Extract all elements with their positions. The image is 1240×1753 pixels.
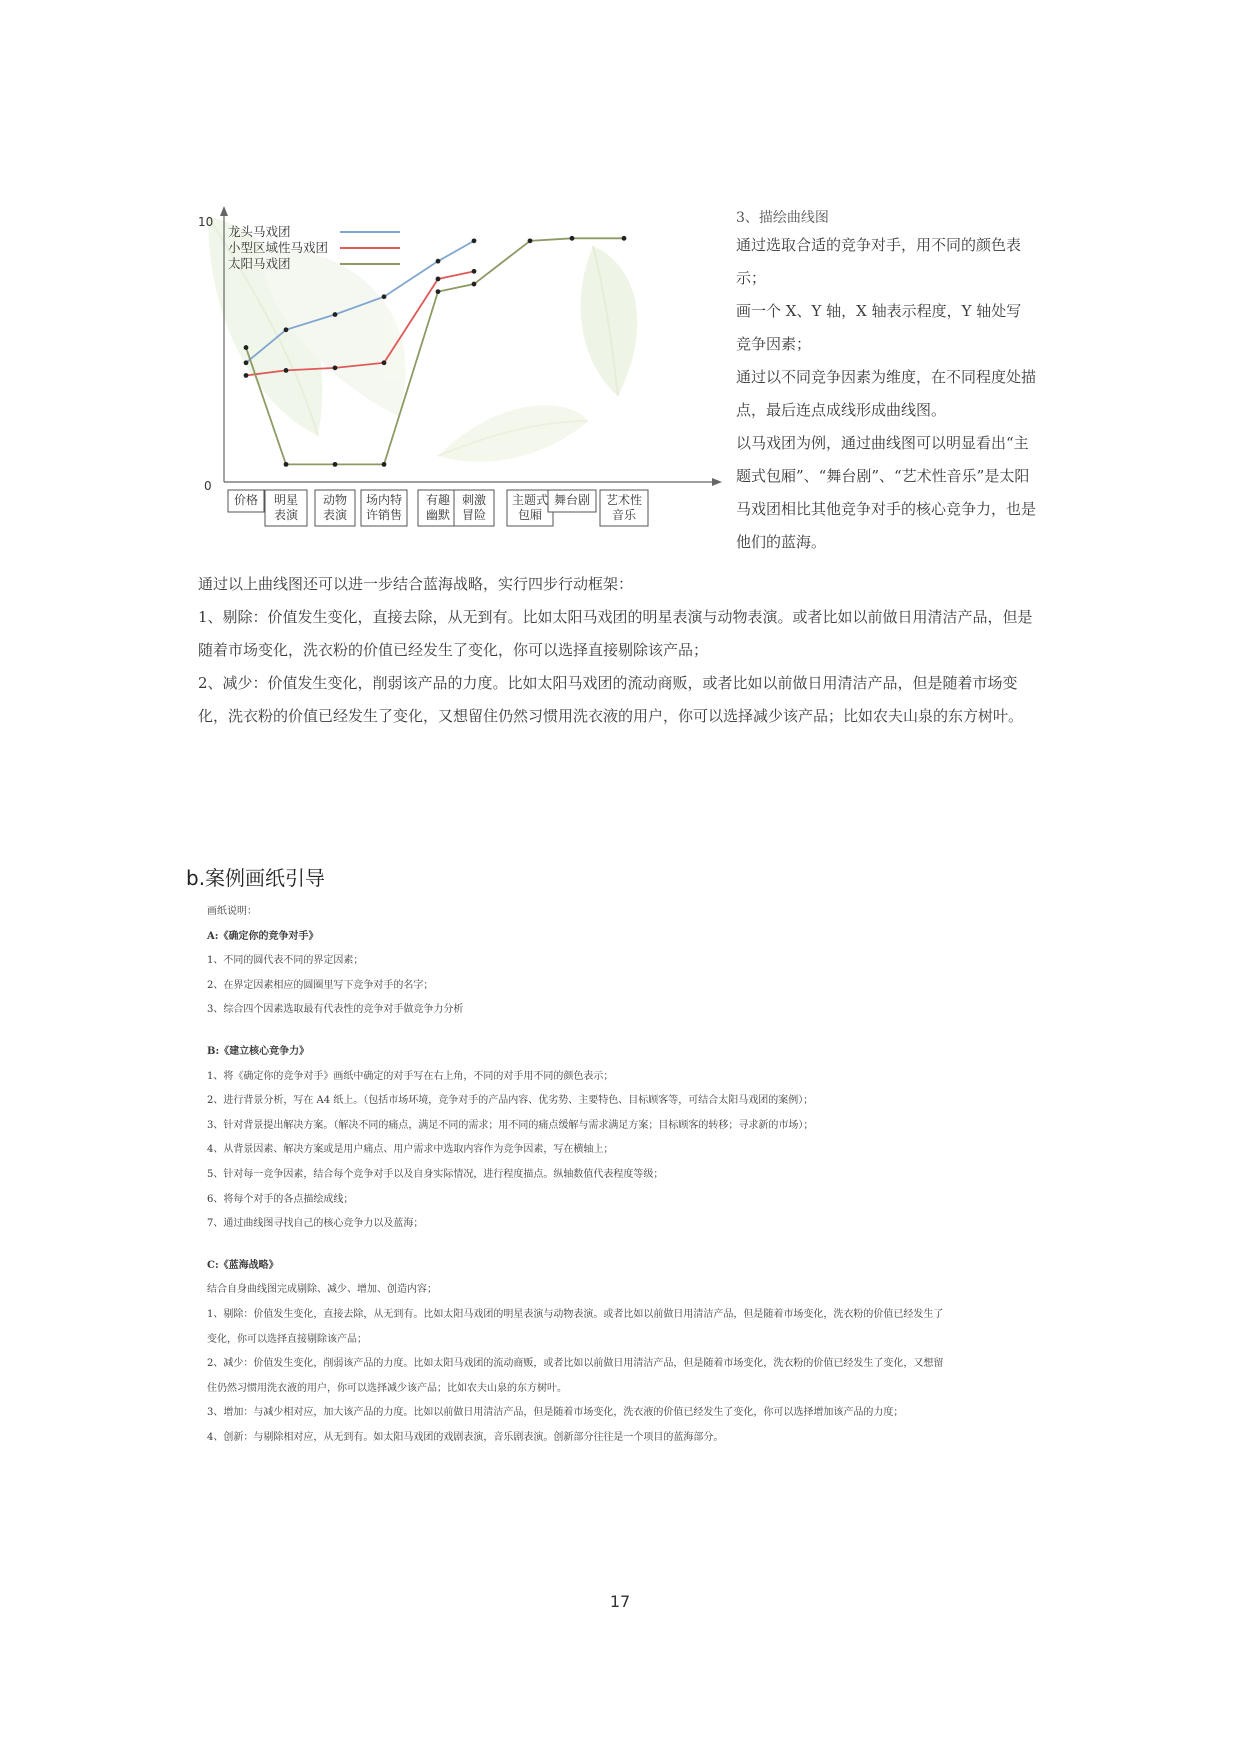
notes-c-item: 3、增加：与减少相对应，加大该产品的力度。比如以前做日用清洁产品，但是随着市场变化，洗衣液的价值已经发生了变化，你可以选择增加该产品的力度； [207, 1407, 904, 1419]
page-number: 17 [609, 1592, 631, 1611]
data-point [570, 236, 575, 241]
side-paragraph: 画一个 X、Y 轴，X 轴表示程度，Y 轴处写竞争因素； [736, 302, 1022, 353]
legend-item [228, 240, 400, 256]
data-point [284, 327, 289, 332]
category-label-text: 音乐 [611, 508, 637, 522]
category-label-text: 刺激 [461, 493, 487, 507]
notes-c-item: 住仍然习惯用洗衣液的用户，你可以选择减少该产品；比如农夫山泉的东方树叶。 [207, 1382, 567, 1394]
legend-item [228, 256, 400, 272]
notes-intro: 画纸说明： [207, 906, 257, 917]
notes-a-item: 1、不同的圆代表不同的界定因素； [207, 955, 364, 967]
spacer [207, 1237, 1037, 1254]
section-heading: b.案例画纸引导 [186, 866, 326, 890]
category-label-text: 艺术性 [605, 493, 643, 507]
notes-b-title: B:《建立核心竞争力》 [207, 1045, 310, 1057]
category-label-text: 许销售 [365, 508, 403, 522]
data-point [622, 236, 627, 241]
chart-description [736, 210, 1036, 559]
data-point [382, 294, 387, 299]
category-label-text: 幽默 [425, 508, 451, 522]
category-label [507, 490, 553, 526]
data-point [472, 269, 477, 274]
data-point [244, 373, 249, 378]
data-point [333, 312, 338, 317]
data-point [472, 238, 477, 243]
notes-a-item: 3、综合四个因素选取最有代表性的竞争对手做竞争力分析 [207, 1004, 464, 1016]
legend-label: 太阳马戏团 [228, 256, 291, 271]
notes-c-item: 4、创新：与剔除相对应，从无到有。如太阳马戏团的戏剧表演，音乐剧表演。创新部分往往是一个项目的蓝海部分。 [207, 1431, 724, 1443]
category-labels [228, 490, 648, 526]
notes-c-title: C:《蓝海战略》 [207, 1259, 279, 1271]
category-label-text: 明星 [273, 493, 299, 507]
data-point [528, 238, 533, 243]
body-paragraph: 1、剔除：价值发生变化，直接去除，从无到有。比如太阳马戏团的明星表演与动物表演。或者比如以前做日用清洁产品，但是随着市场变化，洗衣粉的价值已经发生了变化，你可以选择直接剔除该产品； [198, 608, 1033, 659]
category-label [228, 490, 264, 512]
four-actions-text [198, 568, 1038, 733]
notes-a-title: A:《确定你的竞争对手》 [207, 930, 319, 942]
legend-swatch [340, 263, 400, 265]
side-paragraph: 通过选取合适的竞争对手，用不同的颜色表示； [736, 236, 1022, 287]
legend-swatch [340, 247, 400, 249]
legend-swatch [340, 231, 400, 233]
spacer [207, 1023, 1037, 1040]
category-label-text: 表演 [322, 508, 348, 522]
category-label [454, 490, 494, 526]
category-label-text: 主题式 [511, 493, 549, 507]
cropped-step-heading: 3、描绘曲线图 [736, 210, 829, 226]
notes-a-item: 2、在界定因素相应的圆圈里写下竞争对手的名字； [207, 979, 434, 991]
notes-c-item: 结合自身曲线图完成剔除、减少、增加、创造内容； [207, 1284, 437, 1296]
y-tick-label-bottom: 0 [204, 479, 212, 493]
notes-c-item: 变化，你可以选择直接剔除该产品； [207, 1333, 367, 1345]
data-point [382, 462, 387, 467]
notes-b-item: 2、进行背景分析，写在 A4 纸上。（包括市场环境，竞争对手的产品内容、优劣势、主要特色、目标顾客等，可结合太阳马戏团的案例）； [207, 1095, 814, 1107]
data-point [244, 345, 249, 350]
competition-curve-chart [198, 206, 726, 530]
notes-c-item: 2、减少：价值发生变化，削弱该产品的力度。比如太阳马戏团的流动商贩，或者比如以前做日用清洁产品，但是随着市场变化，洗衣粉的价值已经发生了变化，又想留 [207, 1358, 944, 1370]
body-paragraph: 2、减少：价值发生变化，削弱该产品的力度。比如太阳马戏团的流动商贩，或者比如以前做日用清洁产品，但是随着市场变化，洗衣粉的价值已经发生了变化，又想留住仍然习惯用洗衣液的用户，你可以选择减少该产品；比如农夫山泉的东方树叶。 [198, 674, 1024, 725]
legend-item [228, 224, 400, 240]
drawing-paper-notes [207, 900, 1037, 1450]
notes-b-item: 7、通过曲线图寻找自己的核心竞争力以及蓝海； [207, 1218, 424, 1230]
category-label-text: 冒险 [461, 508, 487, 522]
category-label-text: 有趣 [425, 493, 451, 507]
legend-label: 小型区域性马戏团 [228, 240, 329, 255]
category-label-text: 舞台剧 [553, 493, 591, 507]
data-point [244, 360, 249, 365]
category-label [361, 490, 407, 526]
category-label-text: 表演 [273, 508, 299, 522]
category-label [418, 490, 458, 526]
chart-legend [228, 224, 400, 272]
data-point [472, 282, 477, 287]
category-label-text: 动物 [322, 493, 348, 507]
notes-b-item: 1、将《确定你的竞争对手》画纸中确定的对手写在右上角，不同的对手用不同的颜色表示； [207, 1070, 614, 1082]
category-label-text: 场内特 [365, 493, 403, 507]
x-axis-arrow [712, 478, 722, 486]
notes-b-item: 5、针对每一竞争因素，结合每个竞争对手以及自身实际情况，进行程度描点。纵轴数值代表程度等级； [207, 1168, 664, 1180]
data-point [333, 462, 338, 467]
data-point [333, 365, 338, 370]
data-point [284, 368, 289, 373]
side-paragraph: 通过以不同竞争因素为维度，在不同程度处描点，最后连点成线形成曲线图。 [736, 368, 1037, 419]
body-paragraph: 通过以上曲线图还可以进一步结合蓝海战略，实行四步行动框架： [198, 575, 634, 593]
data-point [436, 277, 441, 282]
data-point [382, 360, 387, 365]
category-label [315, 490, 355, 526]
data-point [436, 259, 441, 264]
category-label [600, 490, 648, 526]
data-point [436, 289, 441, 294]
y-tick-label-top: 10 [198, 215, 214, 229]
y-axis-arrow [220, 206, 228, 216]
data-point [284, 462, 289, 467]
notes-c-item: 1、剔除：价值发生变化，直接去除，从无到有。比如太阳马戏团的明星表演与动物表演。或者比如以前做日用清洁产品，但是随着市场变化，洗衣粉的价值已经发生了 [207, 1308, 944, 1320]
notes-b-item: 4、从背景因素、解决方案或是用户痛点、用户需求中选取内容作为竞争因素，写在横轴上； [207, 1144, 614, 1156]
notes-b-item: 6、将每个对手的各点描绘成线； [207, 1193, 354, 1205]
notes-b-item: 3、针对背景提出解决方案。（解决不同的痛点，满足不同的需求；用不同的痛点缓解与需求满足方案；目标顾客的转移；寻求新的市场）； [207, 1119, 814, 1131]
category-label-text: 包厢 [517, 508, 543, 522]
category-label [265, 490, 307, 526]
legend-label: 龙头马戏团 [228, 224, 291, 239]
category-label-text: 价格 [233, 493, 259, 507]
category-label [548, 490, 596, 512]
side-paragraph: 以马戏团为例，通过曲线图可以明显看出“主题式包厢”、“舞台剧”、“艺术性音乐”是太阳马戏团相比其他竞争对手的核心竞争力，也是他们的蓝海。 [736, 434, 1037, 551]
